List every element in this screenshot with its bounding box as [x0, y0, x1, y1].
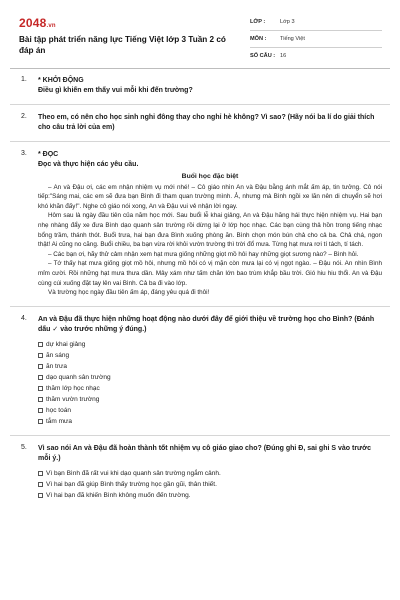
- question-text: Điều gì khiến em thấy vui mỗi khi đến trường?: [38, 87, 193, 94]
- divider: [10, 435, 390, 436]
- meta-row-subject: [250, 31, 382, 48]
- option-label: Vì hai bạn đã khiến Bình không muốn đến trường.: [46, 491, 191, 499]
- option-item[interactable]: [38, 339, 382, 350]
- question-number: 1.: [21, 76, 27, 83]
- meta-key: LỚP :: [250, 19, 266, 25]
- option-item[interactable]: [38, 416, 382, 427]
- logo-suffix: .vn: [46, 23, 56, 29]
- option-label: học toán: [46, 406, 71, 414]
- option-item[interactable]: [38, 350, 382, 361]
- section-heading: * KHỞI ĐỘNG: [38, 77, 84, 84]
- meta-key: SỐ CÂU :: [250, 53, 276, 59]
- checkbox[interactable]: [38, 419, 43, 424]
- meta-row-class: [250, 14, 382, 31]
- question-2: [10, 113, 390, 133]
- checkbox[interactable]: [38, 471, 43, 476]
- option-label: dự khai giảng: [46, 340, 86, 348]
- checkbox[interactable]: [38, 342, 43, 347]
- meta-value: 16: [280, 53, 287, 59]
- checkbox[interactable]: [38, 482, 43, 487]
- option-label: dạo quanh sân trường: [46, 373, 111, 381]
- option-item[interactable]: [38, 361, 382, 372]
- document-header: [10, 10, 390, 69]
- option-item[interactable]: [38, 479, 382, 490]
- question-number: 4.: [21, 314, 27, 322]
- option-item[interactable]: [38, 405, 382, 416]
- reading-passage: [38, 172, 382, 298]
- passage-paragraph: Hôm sau là ngày đầu tiên của năm học mới. Sau buổi lễ khai giảng, An và Đậu hăng hái thực hiện nhiệm vụ. Hai bạn nhẹ nhàng đẩy xe đưa Bình dạo quanh sân trường rồi dừng lại ở lớp học nhạc. Các bạn cùng thả hồn trong tiếng nhạc bổng trầm, thánh thót. Buổi trưa, hai bạn đưa Bình xuống phòng ăn. Bình chọn món bún chả cho cả ba. Chả chá, ngon thật! Ai cũng no căng. Buổi chiều, ba bạn vừa rời khỏi vườn trường thì trời đổ mưa. Từng hạt mưa rơi tí tách, tí tách.: [38, 212, 382, 249]
- meta-row-count: [250, 48, 382, 64]
- option-item[interactable]: [38, 490, 382, 501]
- question-1: [10, 76, 390, 96]
- question-3: [10, 150, 390, 298]
- section-heading: * ĐỌC: [38, 151, 59, 158]
- option-item[interactable]: [38, 383, 382, 394]
- divider: [10, 104, 390, 105]
- checkbox[interactable]: [38, 375, 43, 380]
- question-number: 5.: [21, 443, 27, 451]
- option-label: thăm lớp học nhạc: [46, 384, 100, 392]
- site-logo[interactable]: [19, 16, 56, 30]
- option-item[interactable]: [38, 372, 382, 383]
- meta-value: Lớp 3: [280, 19, 295, 25]
- option-label: Vì hai bạn đã giúp Bình thấy trường học gần gũi, thân thiết.: [46, 480, 217, 488]
- question-number: 2.: [21, 113, 27, 120]
- divider: [10, 306, 390, 307]
- question-text: Theo em, có nên cho học sinh nghỉ đông thay cho nghỉ hè không? Vì sao? (Hãy nói ba lí do giải thích cho câu trả lời của em): [38, 114, 375, 131]
- document-meta-table: [250, 14, 382, 64]
- option-label: Vì bạn Bình đã rất vui khi dạo quanh sân trường ngắm cảnh.: [46, 469, 221, 477]
- question-text: An và Đậu đã thực hiện những hoạt động nào dưới đây để giới thiệu về trường học cho Bình? (Đánh dấu ✓ vào trước những ý đúng.): [38, 315, 375, 333]
- checkbox[interactable]: [38, 353, 43, 358]
- option-label: tắm mưa: [46, 417, 73, 425]
- question-4: [10, 315, 390, 427]
- passage-paragraph: – Tớ thấy hạt mưa giống giọt mồ hôi, nhưng mồ hôi có vị mặn còn mưa lại có vị ngọt ngào. – Đậu nói. An nhìn Bình mỉm cười. Rồi những hạt mưa thưa dần. Mây xám như tấm chăn lớn bao trùm khắp bầu trời. Gió hiu hiu thổi. An và Đậu cùng cúi xuống đặt tay lên vai Bình. Cả ba đi vào lớp.: [38, 260, 382, 287]
- logo-main: 2048: [19, 16, 47, 30]
- document-page: [10, 10, 390, 600]
- option-item[interactable]: [38, 394, 382, 405]
- checkbox-options: [38, 468, 382, 501]
- passage-title: Buổi học đặc biệt: [181, 173, 239, 180]
- meta-value: Tiếng Việt: [280, 36, 305, 42]
- meta-key: MÔN :: [250, 36, 267, 42]
- document-title: Bài tập phát triển năng lực Tiếng Việt lớp 3 Tuần 2 có đáp án: [19, 35, 226, 55]
- checkbox[interactable]: [38, 397, 43, 402]
- passage-paragraph: Và trường học ngày đầu tiên ấm áp, đáng yêu quá đi thôi!: [48, 289, 210, 297]
- option-label: thăm vườn trường: [46, 395, 100, 403]
- checkbox[interactable]: [38, 408, 43, 413]
- passage-paragraph: – Các bạn ơi, hãy thử cảm nhận xem hạt mưa giống những giọt mồ hôi hay những giọt sương nào? – Bình hỏi.: [48, 250, 359, 258]
- questions-list: [10, 76, 390, 501]
- checkbox[interactable]: [38, 493, 43, 498]
- option-label: ăn trưa: [46, 362, 67, 370]
- checkbox[interactable]: [38, 364, 43, 369]
- question-number: 3.: [21, 150, 27, 157]
- option-item[interactable]: [38, 468, 382, 479]
- option-label: ăn sáng: [46, 351, 70, 359]
- checkbox[interactable]: [38, 386, 43, 391]
- question-instruction: Đọc và thực hiện các yêu cầu.: [38, 161, 139, 168]
- question-text: Vì sao nói An và Đậu đã hoàn thành tốt nhiệm vụ cô giáo giao cho? (Đúng ghi Đ, sai ghi S vào trước mỗi ý.): [38, 444, 371, 462]
- checkbox-options: [38, 339, 382, 427]
- passage-paragraph: – An và Đậu ơi, các em nhận nhiệm vụ mới nhé! – Cô giáo nhìn An và Đậu bằng ánh mắt ấm áp, tin tưởng. Cô nói tiếp:"Sáng mai, các em sẽ đưa bạn Bình đi tham quan trường mình. Ả, nhưng mà Bình ngồi xe lăn nên di chuyển sẽ hơi khó khăn đấy!". Nghe cô giáo nói xong, An và Đậu vui vẻ nhận lời ngay.: [38, 183, 382, 210]
- divider: [10, 141, 390, 142]
- question-5: [10, 444, 390, 501]
